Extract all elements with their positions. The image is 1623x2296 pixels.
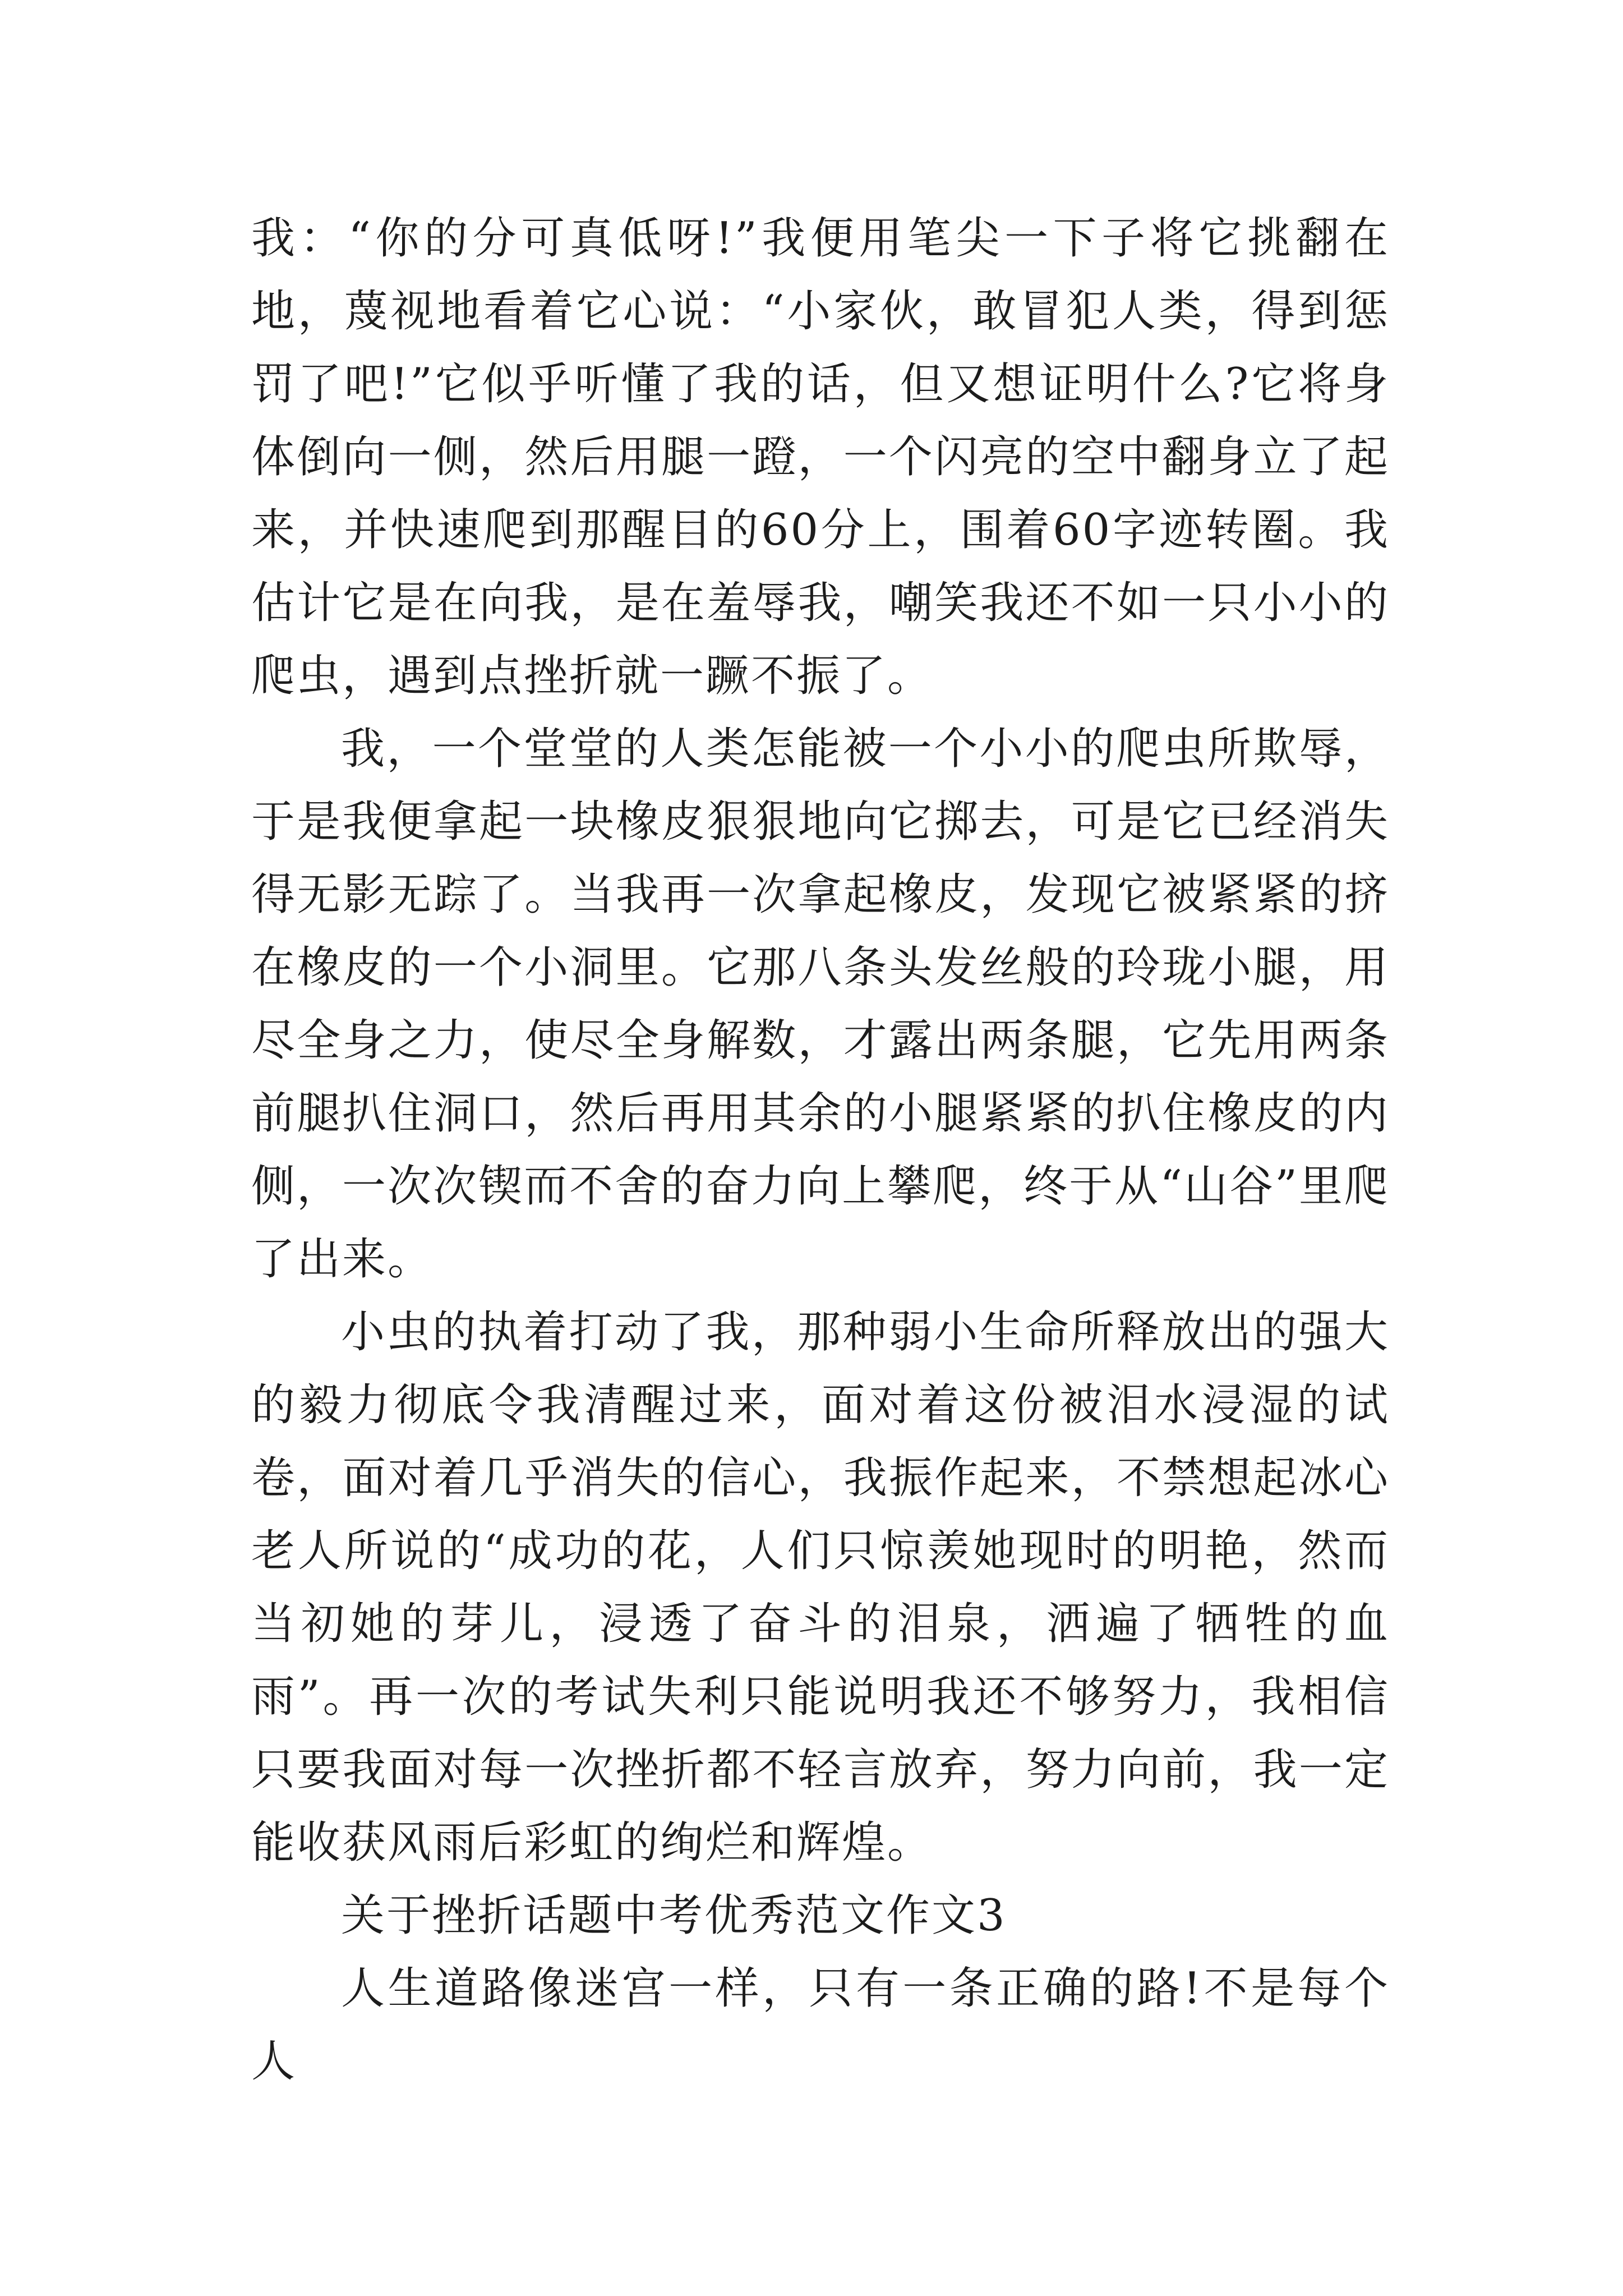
section-heading: 关于挫折话题中考优秀范文作文3 xyxy=(341,1890,1007,1941)
paragraph: 我，一个堂堂的人类怎能被一个小小的爬虫所欺辱，于是我便拿起一块橡皮狠狠地向它掷去，可是它已经消失得无影无踪了。当我再一次拿起橡皮，发现它被紧紧的挤在橡皮的一个小洞里。它那八条头发丝般的玲珑小腿，用尽全身之力，使尽全身解数，才露出两条腿，它先用两条前腿扒住洞口，然后再用其余的小腿紧紧的扒住橡皮的内侧，一次次锲而不舍的奋力向上攀爬，终于从“山谷”里爬了出来。 xyxy=(251,724,1390,1285)
document-body xyxy=(251,202,1390,2098)
paragraph: 小虫的执着打动了我，那种弱小生命所释放出的强大的毅力彻底令我清醒过来，面对着这份被泪水浸湿的试卷，面对着几乎消失的信心，我振作起来，不禁想起冰心老人所说的“成功的花，人们只惊羡她现时的明艳，然而当初她的芽儿，浸透了奋斗的泪泉，洒遍了牺牲的血雨”。再一次的考试失利只能说明我还不够努力，我相信只要我面对每一次挫折都不轻言放弃，努力向前，我一定能收获风雨后彩虹的绚烂和辉煌。 xyxy=(251,1307,1390,1868)
paragraph: 人生道路像迷宫一样，只有一条正确的路!不是每个人 xyxy=(251,1963,1390,2087)
paragraph-continued: 我：“你的分可真低呀!”我便用笔尖一下子将它挑翻在地，蔑视地看着它心说：“小家伙，敢冒犯人类，得到惩罚了吧!”它似乎听懂了我的话，但又想证明什么?它将身体倒向一侧，然后用腿一蹬，一个闪亮的空中翻身立了起来，并快速爬到那醒目的60分上，围着60字迹转圈。我估计它是在向我，是在羞辱我，嘲笑我还不如一只小小的爬虫，遇到点挫折就一蹶不振了。 xyxy=(251,213,1390,701)
